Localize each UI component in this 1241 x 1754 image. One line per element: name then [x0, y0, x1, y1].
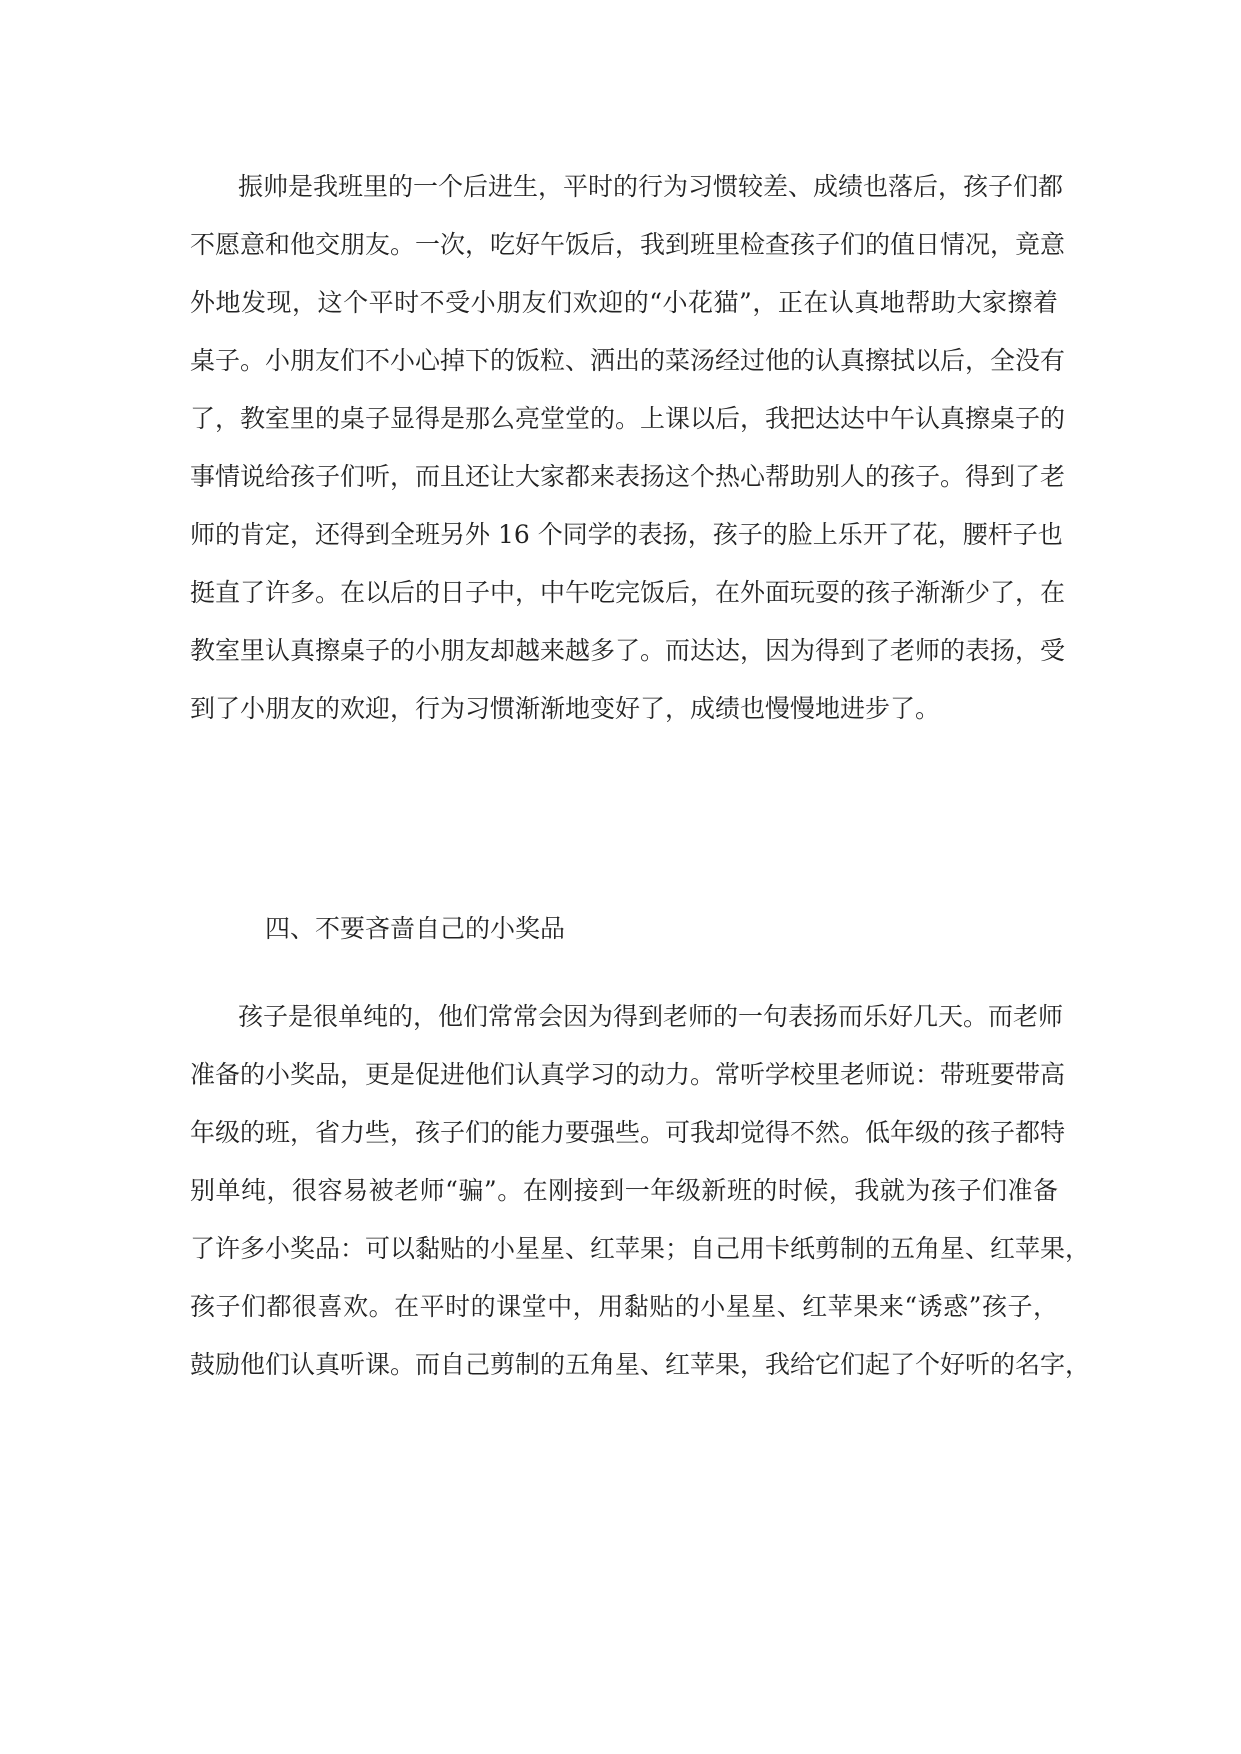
paragraph-line: 准备的小奖品，更是促进他们认真学习的动力。常听学校里老师说：带班要带高	[190, 1060, 1066, 1089]
paragraph-line: 鼓励他们认真听课。而自己剪制的五角星、红苹果，我给它们起了个好听的名字，	[190, 1350, 1091, 1379]
paragraph-line: 桌子。小朋友们不小心掉下的饭粒、洒出的菜汤经过他的认真擦拭以后，全没有	[190, 346, 1066, 375]
paragraph-line: 了许多小奖品：可以黏贴的小星星、红苹果；自己用卡纸剪制的五角星、红苹果，	[190, 1234, 1091, 1263]
section-heading: 四、不要吝啬自己的小奖品	[265, 914, 566, 943]
paragraph-line: 到了小朋友的欢迎，行为习惯渐渐地变好了，成绩也慢慢地进步了。	[190, 694, 941, 723]
paragraph-line: 师的肯定，还得到全班另外 16 个同学的表扬，孩子的脸上乐开了花，腰杆子也	[190, 520, 1063, 549]
paragraph-line: 孩子是很单纯的，他们常常会因为得到老师的一句表扬而乐好几天。而老师	[238, 1002, 1064, 1031]
paragraph-line: 振帅是我班里的一个后进生，平时的行为习惯较差、成绩也落后，孩子们都	[238, 172, 1064, 201]
paragraph-line: 不愿意和他交朋友。一次，吃好午饭后，我到班里检查孩子们的值日情况，竟意	[190, 230, 1066, 259]
paragraph-line: 教室里认真擦桌子的小朋友却越来越多了。而达达，因为得到了老师的表扬，受	[190, 636, 1066, 665]
paragraph-line: 挺直了许多。在以后的日子中，中午吃完饭后，在外面玩耍的孩子渐渐少了，在	[190, 578, 1066, 607]
paragraph-line: 了，教室里的桌子显得是那么亮堂堂的。上课以后，我把达达中午认真擦桌子的	[190, 404, 1066, 433]
paragraph-line: 外地发现，这个平时不受小朋友们欢迎的“小花猫”，正在认真地帮助大家擦着	[190, 288, 1058, 317]
paragraph-line: 年级的班，省力些，孩子们的能力要强些。可我却觉得不然。低年级的孩子都特	[190, 1118, 1066, 1147]
paragraph-line: 别单纯，很容易被老师“骗”。在刚接到一年级新班的时候，我就为孩子们准备	[190, 1176, 1058, 1205]
paragraph-line: 事情说给孩子们听，而且还让大家都来表扬这个热心帮助别人的孩子。得到了老	[190, 462, 1066, 491]
paragraph-line: 孩子们都很喜欢。在平时的课堂中，用黏贴的小星星、红苹果来“诱惑”孩子，	[190, 1292, 1058, 1321]
